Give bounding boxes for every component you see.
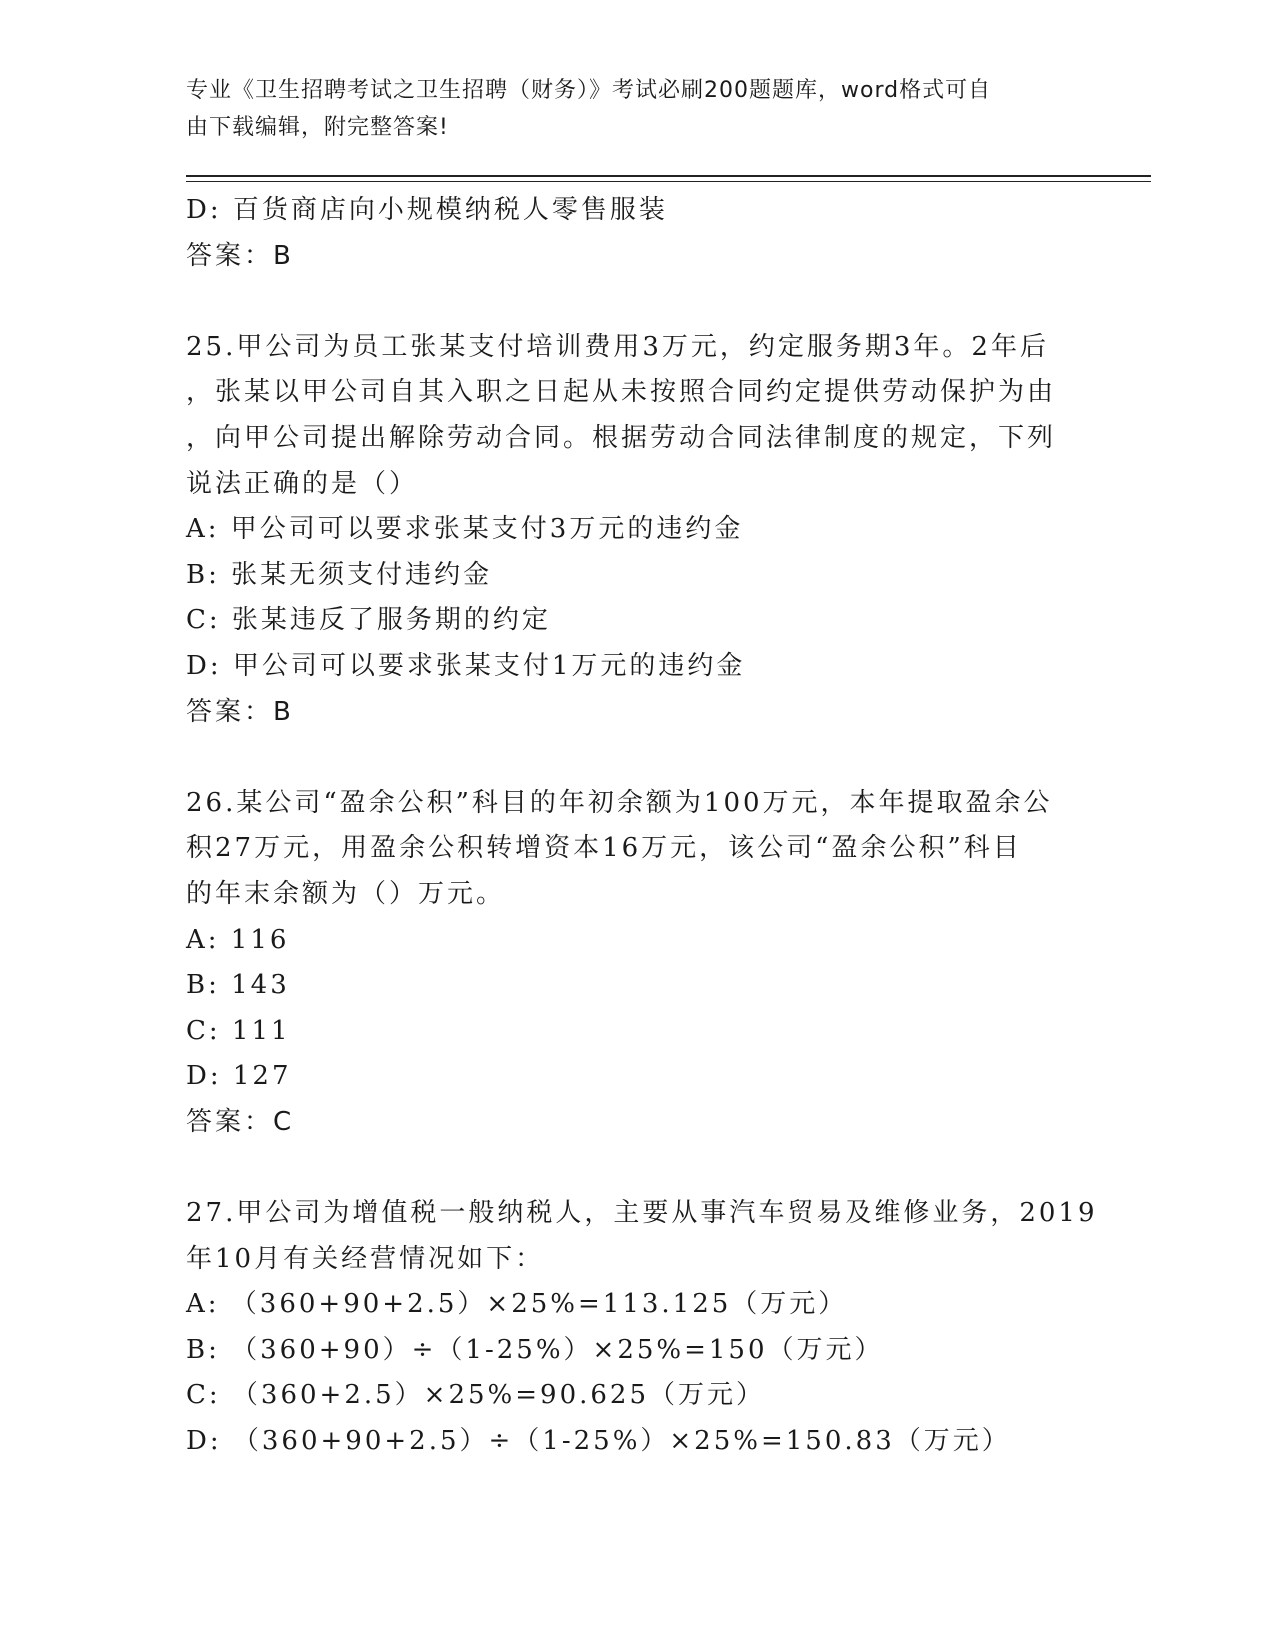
q27-option-c: C: （360+2.5）×25%=90.625（万元） (186, 1380, 766, 1411)
q25-option-d: D: 甲公司可以要求张某支付1万元的违约金 (186, 650, 746, 681)
q27-option-a: A: （360+90+2.5）×25%=113.125（万元） (186, 1289, 848, 1320)
q26-option-b: B: 143 (186, 970, 290, 1001)
spacer (186, 279, 1086, 325)
document-body (186, 188, 1098, 1465)
q26-answer: 答案：C (186, 1106, 295, 1137)
q25-option-a: A: 甲公司可以要求张某支付3万元的违约金 (186, 514, 744, 545)
q26-option-c: C: 111 (186, 1015, 291, 1046)
question-25 (186, 325, 1086, 735)
spacer (186, 735, 1086, 781)
document-header (186, 72, 1086, 146)
q27-stem-line: 27.甲公司为增值税一般纳税人，主要从事汽车贸易及维修业务，2019 (186, 1198, 1098, 1229)
q25-stem-line: ，张某以甲公司自其入职之日起从未按照合同约定提供劳动保护为由 (186, 377, 1057, 408)
q27-option-d: D: （360+90+2.5）÷（1-25%）×25%=150.83（万元） (186, 1426, 1011, 1457)
q26-stem-line: 26.某公司“盈余公积”科目的年初余额为100万元，本年提取盈余公 (186, 787, 1053, 818)
header-divider-thin (186, 181, 1151, 182)
q27-option-b: B: （360+90）÷（1-25%）×25%=150（万元） (186, 1334, 884, 1365)
prev-answer: 答案：B (186, 240, 294, 271)
q27-stem-line: 年10月有关经营情况如下： (186, 1243, 545, 1274)
question-27 (186, 1191, 1098, 1465)
header-line-2: 由下载编辑，附完整答案! (186, 115, 449, 140)
q25-stem-line: ，向甲公司提出解除劳动合同。根据劳动合同法律制度的规定，下列 (186, 422, 1057, 453)
q26-stem-line: 的年末余额为（）万元。 (186, 878, 506, 909)
question-26 (186, 781, 1086, 1146)
q26-stem-line: 积27万元，用盈余公积转增资本16万元，该公司“盈余公积”科目 (186, 833, 1022, 864)
header-line-1: 专业《卫生招聘考试之卫生招聘（财务）》考试必刷200题题库，word格式可自 (186, 78, 992, 103)
q25-option-c: C: 张某违反了服务期的约定 (186, 605, 551, 636)
q25-stem-line: 说法正确的是（） (186, 468, 419, 499)
q25-stem-line: 25.甲公司为员工张某支付培训费用3万元，约定服务期3年。2年后 (186, 331, 1049, 362)
prev-option-d: D: 百货商店向小规模纳税人零售服装 (186, 195, 668, 225)
header-divider-thick (186, 175, 1151, 177)
spacer (186, 1145, 1086, 1191)
q26-option-d: D: 127 (186, 1061, 292, 1092)
q25-option-b: B: 张某无须支付违约金 (186, 559, 493, 590)
q26-option-a: A: 116 (186, 924, 290, 955)
q25-answer: 答案：B (186, 696, 294, 727)
